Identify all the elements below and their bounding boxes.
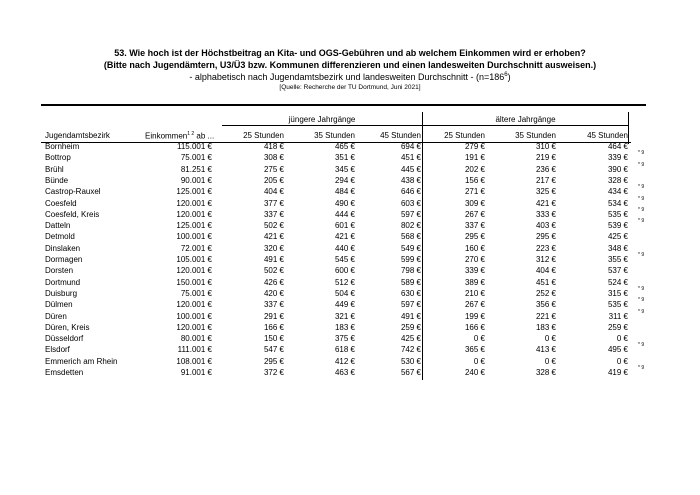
cell-o35: 403 € (535, 221, 556, 231)
subtitle-end: ) (507, 72, 511, 82)
cell-o25: 279 € (464, 142, 485, 151)
cell-o35: 325 € (535, 187, 556, 197)
cell-y35: 463 € (334, 368, 355, 377)
cell-name: Düren, Kreis (45, 322, 90, 332)
cell-y35: 504 € (334, 288, 355, 298)
cell-o45: 534 € (607, 198, 628, 208)
cell-y35: 484 € (334, 187, 355, 197)
cell-y45: 646 € (400, 187, 421, 197)
cell-y25: 275 € (263, 164, 284, 174)
cell-y45: 438 € (400, 175, 421, 185)
cell-y25: 291 € (263, 311, 284, 321)
cell-y45: 597 € (400, 209, 421, 219)
cell-y25: 372 € (263, 368, 284, 377)
cell-income: 75.001 € (180, 288, 212, 298)
table-row (0, 357, 700, 368)
cell-name: Düren (45, 311, 67, 321)
cell-y35: 490 € (334, 198, 355, 208)
table-row (0, 323, 700, 334)
cell-o25: 156 € (464, 175, 485, 185)
header-old-35: 35 Stunden (515, 131, 556, 140)
cell-o35: 221 € (535, 311, 556, 321)
cell-y25: 205 € (263, 175, 284, 185)
cell-y35: 449 € (334, 300, 355, 310)
cell-y35: 618 € (334, 345, 355, 355)
cell-o35: 413 € (535, 345, 556, 355)
cell-o35: 0 € (544, 356, 556, 366)
cell-note: * 9 (638, 252, 645, 258)
cell-o45: 537 € (607, 266, 628, 276)
cell-o25: 210 € (464, 288, 485, 298)
cell-o45: 425 € (607, 232, 628, 242)
cell-o45: 328 € (607, 175, 628, 185)
cell-name: Bornheim (45, 142, 80, 151)
cell-y45: 530 € (400, 356, 421, 366)
cell-o45: 339 € (607, 153, 628, 163)
table-row (0, 266, 700, 277)
cell-y25: 337 € (263, 300, 284, 310)
cell-o25: 309 € (464, 198, 485, 208)
cell-name: Brühl (45, 164, 64, 174)
cell-o35: 295 € (535, 232, 556, 242)
table-row (0, 244, 700, 255)
table-row (0, 218, 700, 232)
cell-y25: 150 € (263, 334, 284, 344)
cell-o45: 495 € (607, 345, 628, 355)
cell-y25: 421 € (263, 232, 284, 242)
cell-y25: 377 € (263, 198, 284, 208)
cell-o25: 191 € (464, 153, 485, 163)
cell-y25: 547 € (263, 345, 284, 355)
cell-o25: 267 € (464, 300, 485, 310)
cell-income: 120.001 € (176, 209, 212, 219)
cell-name: Dülmen (45, 300, 73, 310)
table-row (0, 184, 700, 198)
cell-y45: 549 € (400, 243, 421, 253)
cell-income: 105.001 € (176, 255, 212, 264)
cell-y35: 321 € (334, 311, 355, 321)
cell-y35: 375 € (334, 334, 355, 344)
cell-o45: 348 € (607, 243, 628, 253)
table-row (0, 232, 700, 243)
table-row (0, 176, 700, 187)
table-top-rule (41, 104, 646, 106)
header-district: Jugendamtsbezirk (45, 131, 110, 140)
cell-o45: 0 € (616, 334, 628, 344)
document-subtitle (0, 72, 700, 82)
cell-y45: 425 € (400, 334, 421, 344)
cell-o45: 0 € (616, 356, 628, 366)
cell-o25: 337 € (464, 221, 485, 231)
cell-o25: 160 € (464, 243, 485, 253)
cell-note: * 9 (638, 195, 645, 202)
cell-income: 100.001 € (176, 311, 212, 321)
cell-o25: 339 € (464, 266, 485, 276)
cell-o35: 356 € (535, 300, 556, 310)
cell-o25: 271 € (464, 187, 485, 197)
cell-note: * 9 (638, 285, 645, 292)
cell-o25: 199 € (464, 311, 485, 321)
header-income-suffix: ab ... (194, 131, 215, 141)
cell-y45: 597 € (400, 300, 421, 310)
cell-income: 108.001 € (176, 356, 212, 366)
cell-o25: 166 € (464, 322, 485, 332)
table-row (0, 195, 700, 210)
cell-income: 120.001 € (176, 322, 212, 332)
cell-income: 120.001 € (176, 266, 212, 276)
table-row (0, 150, 700, 164)
table-row (0, 334, 700, 345)
cell-name: Bottrop (45, 153, 71, 163)
header-old-25: 25 Stunden (444, 131, 485, 140)
cell-o45: 259 € (607, 322, 628, 332)
cell-name: Dormagen (45, 255, 83, 264)
cell-y35: 440 € (334, 243, 355, 253)
cell-y25: 418 € (263, 142, 284, 151)
group-header-older: ältere Jahrgänge (495, 115, 556, 124)
cell-y45: 589 € (400, 277, 421, 287)
cell-o35: 236 € (535, 164, 556, 174)
older-group-rule (423, 125, 628, 126)
cell-name: Coesfeld, Kreis (45, 209, 100, 219)
header-old-45: 45 Stunden (587, 131, 628, 140)
cell-y45: 802 € (400, 221, 421, 231)
younger-group-rule (222, 125, 422, 126)
cell-o45: 539 € (607, 221, 628, 231)
cell-o35: 404 € (535, 266, 556, 276)
cell-income: 72.001 € (180, 243, 212, 253)
cell-y45: 798 € (400, 266, 421, 276)
cell-y45: 630 € (400, 288, 421, 298)
cell-o45: 524 € (607, 277, 628, 287)
cell-o45: 419 € (607, 368, 628, 377)
cell-income: 100.001 € (176, 232, 212, 242)
table-row (0, 342, 700, 356)
cell-y45: 603 € (400, 198, 421, 208)
cell-name: Dortmund (45, 277, 81, 287)
cell-y45: 445 € (400, 164, 421, 174)
cell-y45: 568 € (400, 232, 421, 242)
subtitle-text: - alphabetisch nach Jugendamtsbezirk und landesweiten Durchschnitt - (n=186 (189, 72, 505, 82)
cell-note: * 9 (638, 308, 645, 315)
cell-o25: 295 € (464, 232, 485, 242)
cell-o25: 389 € (464, 277, 485, 287)
table-row (0, 365, 700, 379)
header-income-footnote: 1 2 (187, 131, 195, 137)
subtitle-footnote: 6 (504, 72, 508, 78)
cell-note: * 9 (638, 365, 645, 371)
cell-o35: 183 € (535, 322, 556, 332)
table-row (0, 161, 700, 176)
cell-y35: 294 € (334, 175, 355, 185)
cell-y35: 600 € (334, 266, 355, 276)
cell-y45: 694 € (400, 142, 421, 151)
cell-y25: 426 € (263, 277, 284, 287)
cell-y35: 545 € (334, 255, 355, 264)
cell-o45: 535 € (607, 300, 628, 310)
cell-income: 125.001 € (176, 187, 212, 197)
header-young-35: 35 Stunden (314, 131, 355, 140)
cell-o25: 365 € (464, 345, 485, 355)
cell-o35: 310 € (535, 142, 556, 151)
cell-note: * 9 (638, 150, 645, 157)
group-header-younger: jüngere Jahrgänge (288, 115, 356, 124)
cell-y35: 444 € (334, 209, 355, 219)
cell-o35: 421 € (535, 198, 556, 208)
cell-name: Elsdorf (45, 345, 70, 355)
cell-note: * 9 (638, 206, 645, 213)
cell-income: 115.001 € (177, 142, 212, 151)
cell-o35: 333 € (535, 209, 556, 219)
cell-o25: 270 € (464, 255, 485, 264)
cell-y45: 491 € (400, 311, 421, 321)
cell-o35: 219 € (535, 153, 556, 163)
source-note: [Quelle: Recherche der TU Dortmund, Juni 2021] (279, 84, 421, 91)
cell-y25: 320 € (263, 243, 284, 253)
cell-y25: 337 € (263, 209, 284, 219)
cell-o35: 217 € (535, 175, 556, 185)
cell-o45: 355 € (607, 255, 628, 264)
table-row (0, 308, 700, 323)
cell-y35: 345 € (334, 164, 355, 174)
cell-y35: 351 € (334, 153, 355, 163)
cell-o25: 0 € (473, 334, 485, 344)
cell-name: Castrop-Rauxel (45, 187, 101, 197)
cell-name: Emsdetten (45, 368, 84, 377)
cell-y35: 412 € (334, 356, 355, 366)
cell-income: 111.001 € (177, 345, 212, 355)
cell-o45: 315 € (607, 288, 628, 298)
cell-income: 81.251 € (180, 164, 212, 174)
document-title-line2: (Bitte nach Jugendämtern, U3/Ü3 bzw. Kommunen differenzieren und einen landesweiten Durchschnitt ausweisen.) (103, 60, 597, 70)
cell-name: Düsseldorf (45, 334, 84, 344)
cell-y25: 404 € (263, 187, 284, 197)
table-row (0, 252, 700, 266)
cell-y25: 420 € (263, 288, 284, 298)
cell-income: 80.001 € (180, 334, 212, 344)
table-row (0, 297, 700, 311)
cell-y45: 567 € (400, 368, 421, 377)
cell-o45: 464 € (607, 142, 628, 151)
cell-o35: 451 € (535, 277, 556, 287)
cell-y45: 742 € (400, 345, 421, 355)
table-row (0, 278, 700, 289)
right-divider (628, 112, 629, 144)
cell-o45: 535 € (607, 209, 628, 219)
cell-y45: 599 € (400, 255, 421, 264)
cell-o25: 240 € (464, 368, 485, 377)
cell-y25: 166 € (263, 322, 284, 332)
cell-y35: 601 € (334, 221, 355, 231)
cell-y25: 308 € (263, 153, 284, 163)
cell-note: * 9 (638, 184, 645, 191)
cell-y35: 183 € (334, 322, 355, 332)
cell-o35: 252 € (535, 288, 556, 298)
cell-y25: 502 € (263, 266, 284, 276)
cell-income: 90.001 € (180, 175, 212, 185)
cell-note: * 9 (638, 161, 645, 168)
cell-income: 125.001 € (176, 221, 212, 231)
cell-o35: 223 € (535, 243, 556, 253)
cell-name: Detmold (45, 232, 75, 242)
cell-name: Datteln (45, 221, 71, 231)
cell-income: 91.001 € (180, 368, 212, 377)
cell-y35: 512 € (334, 277, 355, 287)
cell-y25: 491 € (263, 255, 284, 264)
cell-name: Emmerich am Rhein (45, 356, 118, 366)
cell-y45: 259 € (400, 322, 421, 332)
cell-o25: 267 € (464, 209, 485, 219)
table-row (0, 285, 700, 300)
cell-y45: 451 € (400, 153, 421, 163)
cell-name: Dorsten (45, 266, 74, 276)
cell-o25: 202 € (464, 164, 485, 174)
table-row (0, 142, 700, 153)
document-title-line1: 53. Wie hoch ist der Höchstbeitrag an Kita- und OGS-Gebühren und ab welchem Einkommen wird er erhoben? (114, 48, 586, 58)
header-young-25: 25 Stunden (243, 131, 284, 140)
cell-name: Bünde (45, 175, 69, 185)
cell-o35: 0 € (544, 334, 556, 344)
cell-name: Duisburg (45, 288, 78, 298)
header-income-label: Einkommen (145, 131, 188, 141)
cell-o35: 328 € (535, 368, 556, 377)
cell-note: * 9 (638, 342, 645, 349)
cell-y25: 502 € (263, 221, 284, 231)
cell-note: * 9 (638, 297, 645, 304)
cell-o45: 390 € (607, 164, 628, 174)
header-income (145, 131, 214, 141)
cell-o45: 311 € (608, 311, 628, 321)
cell-y25: 295 € (263, 356, 284, 366)
table-row (0, 206, 700, 221)
cell-note: * 9 (638, 218, 645, 225)
cell-income: 120.001 € (176, 300, 212, 310)
cell-income: 120.001 € (176, 198, 212, 208)
cell-income: 75.001 € (180, 153, 212, 163)
cell-y35: 465 € (334, 142, 355, 151)
cell-o45: 434 € (607, 187, 628, 197)
header-young-45: 45 Stunden (380, 131, 421, 140)
cell-income: 150.001 € (176, 277, 212, 287)
cell-y35: 421 € (334, 232, 355, 242)
cell-o35: 312 € (535, 255, 556, 264)
cell-name: Coesfeld (45, 198, 77, 208)
cell-name: Dinslaken (45, 243, 81, 253)
cell-o25: 0 € (473, 356, 485, 366)
